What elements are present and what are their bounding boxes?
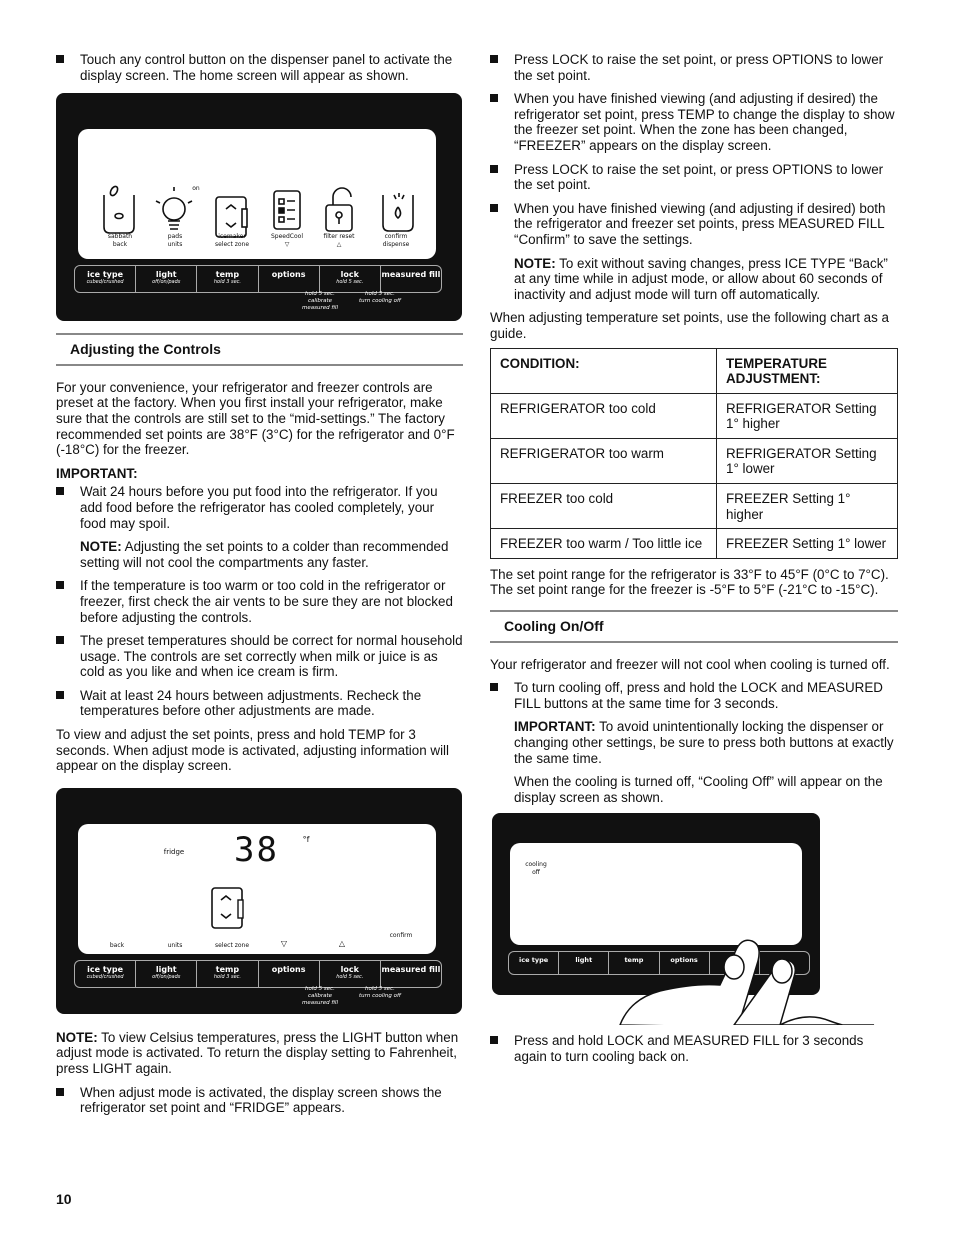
table-header: TEMPERATURE ADJUSTMENT:	[717, 348, 898, 393]
table-cell: REFRIGERATOR Setting 1° lower	[717, 438, 898, 483]
table-cell: FREEZER too cold	[491, 484, 717, 529]
down-arrow-icon: ▽	[280, 938, 288, 948]
ice-type-button[interactable]: ice type cubed/crushed	[75, 266, 136, 292]
table-cell: REFRIGERATOR Setting 1° higher	[717, 393, 898, 438]
lock-button[interactable]: lock hold 5 sec.	[320, 961, 381, 987]
section-heading-adjusting: Adjusting the Controls	[56, 333, 463, 366]
filter-reset-label: filter reset △	[323, 233, 355, 249]
ice-type-button[interactable]: ice type cubed/crushed	[75, 961, 136, 987]
unit-label: °f	[302, 834, 310, 844]
back-label: back	[109, 941, 125, 949]
note-exit: NOTE: To exit without saving changes, press ICE TYPE “Back” at any time while in adjust mode, or allow about 60 seconds of inactivity and adjust mode will turn off automatically.	[514, 255, 888, 302]
bullet-finished-2: When you have finished viewing (and adjusting if desired) both the refrigerator and freezer set points, press MEASURED FILL “Confirm” to save the settings.	[490, 201, 898, 248]
table-cell: REFRIGERATOR too warm	[491, 438, 717, 483]
thermometer-icon	[210, 886, 250, 932]
chart-intro: When adjusting temperature set points, use the following chart as a guide.	[490, 310, 889, 341]
icemaker-label: icemaker select zone	[214, 233, 250, 249]
left-column	[56, 52, 463, 1124]
table-header: CONDITION:	[491, 348, 717, 393]
bullet-finished-1: When you have finished viewing (and adjusting if desired) the refrigerator set point, press TEMP to change the display to show the freezer set point. When the zone has been changed, “FREEZER” appears on the display screen.	[490, 91, 898, 153]
section-heading-cooling: Cooling On/Off	[490, 610, 898, 643]
table-row	[491, 438, 898, 483]
cooling-off-text: When the cooling is turned off, “Cooling Off” will appear on the display screen as shown.	[514, 774, 883, 805]
options-button[interactable]: options	[660, 952, 710, 974]
temperature-guide-table	[490, 348, 898, 559]
units-label: units	[167, 941, 183, 949]
table-cell: FREEZER too warm / Too little ice	[491, 529, 717, 559]
hold-calibrate-label: hold 5 sec. calibrate measured fill	[302, 985, 338, 1006]
light-button[interactable]: light off/on/pads	[136, 961, 197, 987]
light-button[interactable]: light off/on/pads	[136, 266, 197, 292]
on-label: on	[192, 185, 200, 193]
temp-button[interactable]: temp hold 3 sec.	[197, 961, 258, 987]
measured-fill-button[interactable]: measured fill	[381, 964, 441, 974]
bullet-preset: The preset temperatures should be correct for normal household usage. The controls are set correctly when milk or juice is as cold as you like and when ice cream is firm.	[56, 633, 463, 680]
right-column	[490, 52, 898, 1073]
options-button[interactable]: options	[259, 266, 320, 292]
display-screen	[78, 129, 436, 259]
fridge-label: fridge	[163, 847, 185, 856]
icemaker-icon	[216, 197, 247, 237]
light-button[interactable]: light	[559, 952, 609, 974]
bullet-wait: Wait 24 hours before you put food into the refrigerator. If you add food before the refrigerator has cooled completely, your food may spoil.	[56, 484, 463, 531]
range-paragraph: The set point range for the refrigerator is 33°F to 45°F (0°C to 7°C). The set point range for the freezer is -5°F to 5°F (-21°C to -15°C).	[490, 566, 889, 598]
bullet-touch: Touch any control button on the dispenser panel to activate the display screen. The home screen will appear as shown.	[56, 52, 463, 83]
speedcool-label: SpeedCool ▽	[270, 233, 303, 249]
hold-cooling-off-label: hold 3 sec. turn cooling off	[358, 985, 401, 999]
up-arrow-icon: △	[338, 938, 346, 948]
lock-button[interactable]: lock hold 5 sec.	[320, 266, 381, 292]
cooling-intro: Your refrigerator and freezer will not cool when cooling is turned off.	[490, 656, 890, 672]
bullet-turn-off: To turn cooling off, press and hold the LOCK and MEASURED FILL buttons at the same time for 3 seconds.	[490, 680, 898, 711]
temperature-readout: 38	[234, 829, 279, 870]
table-cell: REFRIGERATOR too cold	[491, 393, 717, 438]
speedcool-icon	[274, 191, 300, 229]
confirm-label: confirm dispense	[382, 233, 410, 249]
table-row	[491, 484, 898, 529]
adjust-display-screen	[78, 824, 436, 954]
important-note: IMPORTANT: To avoid unintentionally locking the dispenser or changing other settings, be sure to press both buttons at exactly the same time.	[514, 719, 894, 766]
bullet-fridge-appears: When adjust mode is activated, the display screen shows the refrigerator set point and “FRIDGE” appears.	[56, 1085, 463, 1116]
home-screen-illustration	[56, 93, 462, 321]
bullet-lock-2: Press LOCK to raise the set point, or press OPTIONS to lower the set point.	[490, 162, 898, 193]
measured-fill-button[interactable]: measured fill	[381, 270, 441, 280]
temp-button[interactable]: temp	[609, 952, 659, 974]
sabbath-label: sabbath back	[107, 233, 133, 249]
note-celsius: NOTE: To view Celsius temperatures, press the LIGHT button when adjust mode is activated. To return the display setting to Fahrenheit, press LIGHT again.	[56, 1029, 459, 1077]
temp-button[interactable]: temp hold 3 sec.	[197, 266, 258, 292]
pressing-hands-icon	[490, 813, 898, 1025]
bullet-24-hours: Wait at least 24 hours between adjustments. Recheck the temperatures before other adjustments are made.	[56, 688, 463, 719]
control-button-bar	[74, 265, 442, 293]
control-button-bar-2	[74, 960, 442, 988]
cooling-off-label: cooling off	[525, 861, 547, 877]
dispense-icon	[383, 193, 413, 231]
note-colder: NOTE: Adjusting the set points to a colder than recommended setting will not cool the compartments any faster.	[80, 539, 449, 570]
adjust-screen-illustration	[56, 788, 462, 1014]
pads-label: pads units	[167, 233, 183, 249]
hold-calibrate-label: hold 5 sec. calibrate measured fill	[302, 291, 338, 312]
bullet-vents: If the temperature is too warm or too cold in the refrigerator or freezer, first check the air vents to be sure they are not blocked before adjusting the controls.	[56, 578, 463, 625]
lock-icon	[326, 188, 352, 231]
table-cell: FREEZER Setting 1° lower	[717, 529, 898, 559]
confirm-label-adjust: confirm	[389, 931, 413, 939]
table-row	[491, 529, 898, 559]
options-button[interactable]: options	[259, 961, 320, 987]
important-label: IMPORTANT:	[56, 465, 138, 481]
page-number: 10	[56, 1191, 72, 1207]
sabbath-icon	[104, 185, 134, 233]
bullet-lock-1: Press LOCK to raise the set point, or press OPTIONS to lower the set point.	[490, 52, 898, 83]
bullet-turn-on: Press and hold LOCK and MEASURED FILL for 3 seconds again to turn cooling back on.	[490, 1033, 898, 1064]
table-cell: FREEZER Setting 1° higher	[717, 484, 898, 529]
table-header-row	[491, 348, 898, 393]
intro-paragraph: For your convenience, your refrigerator and freezer controls are preset at the factory. When you first install your refrigerator, make sure that the controls are still set to the “mid-settings.” The factory recommended set points are 38°F (3°C) for the refrigerator and 0°F (-18°C) for the freezer.	[56, 379, 455, 458]
table-row	[491, 393, 898, 438]
hold-cooling-off-label: hold 3 sec. turn cooling off	[358, 291, 401, 305]
view-adjust-paragraph: To view and adjust the set points, press and hold TEMP for 3 seconds. When adjust mode is activated, adjusting information will appear on the display screen.	[56, 727, 449, 774]
select-zone-label: select zone	[214, 941, 250, 949]
ice-type-button[interactable]: ice type	[509, 952, 559, 974]
light-bulb-icon	[156, 187, 192, 229]
cooling-off-illustration	[490, 813, 898, 1025]
